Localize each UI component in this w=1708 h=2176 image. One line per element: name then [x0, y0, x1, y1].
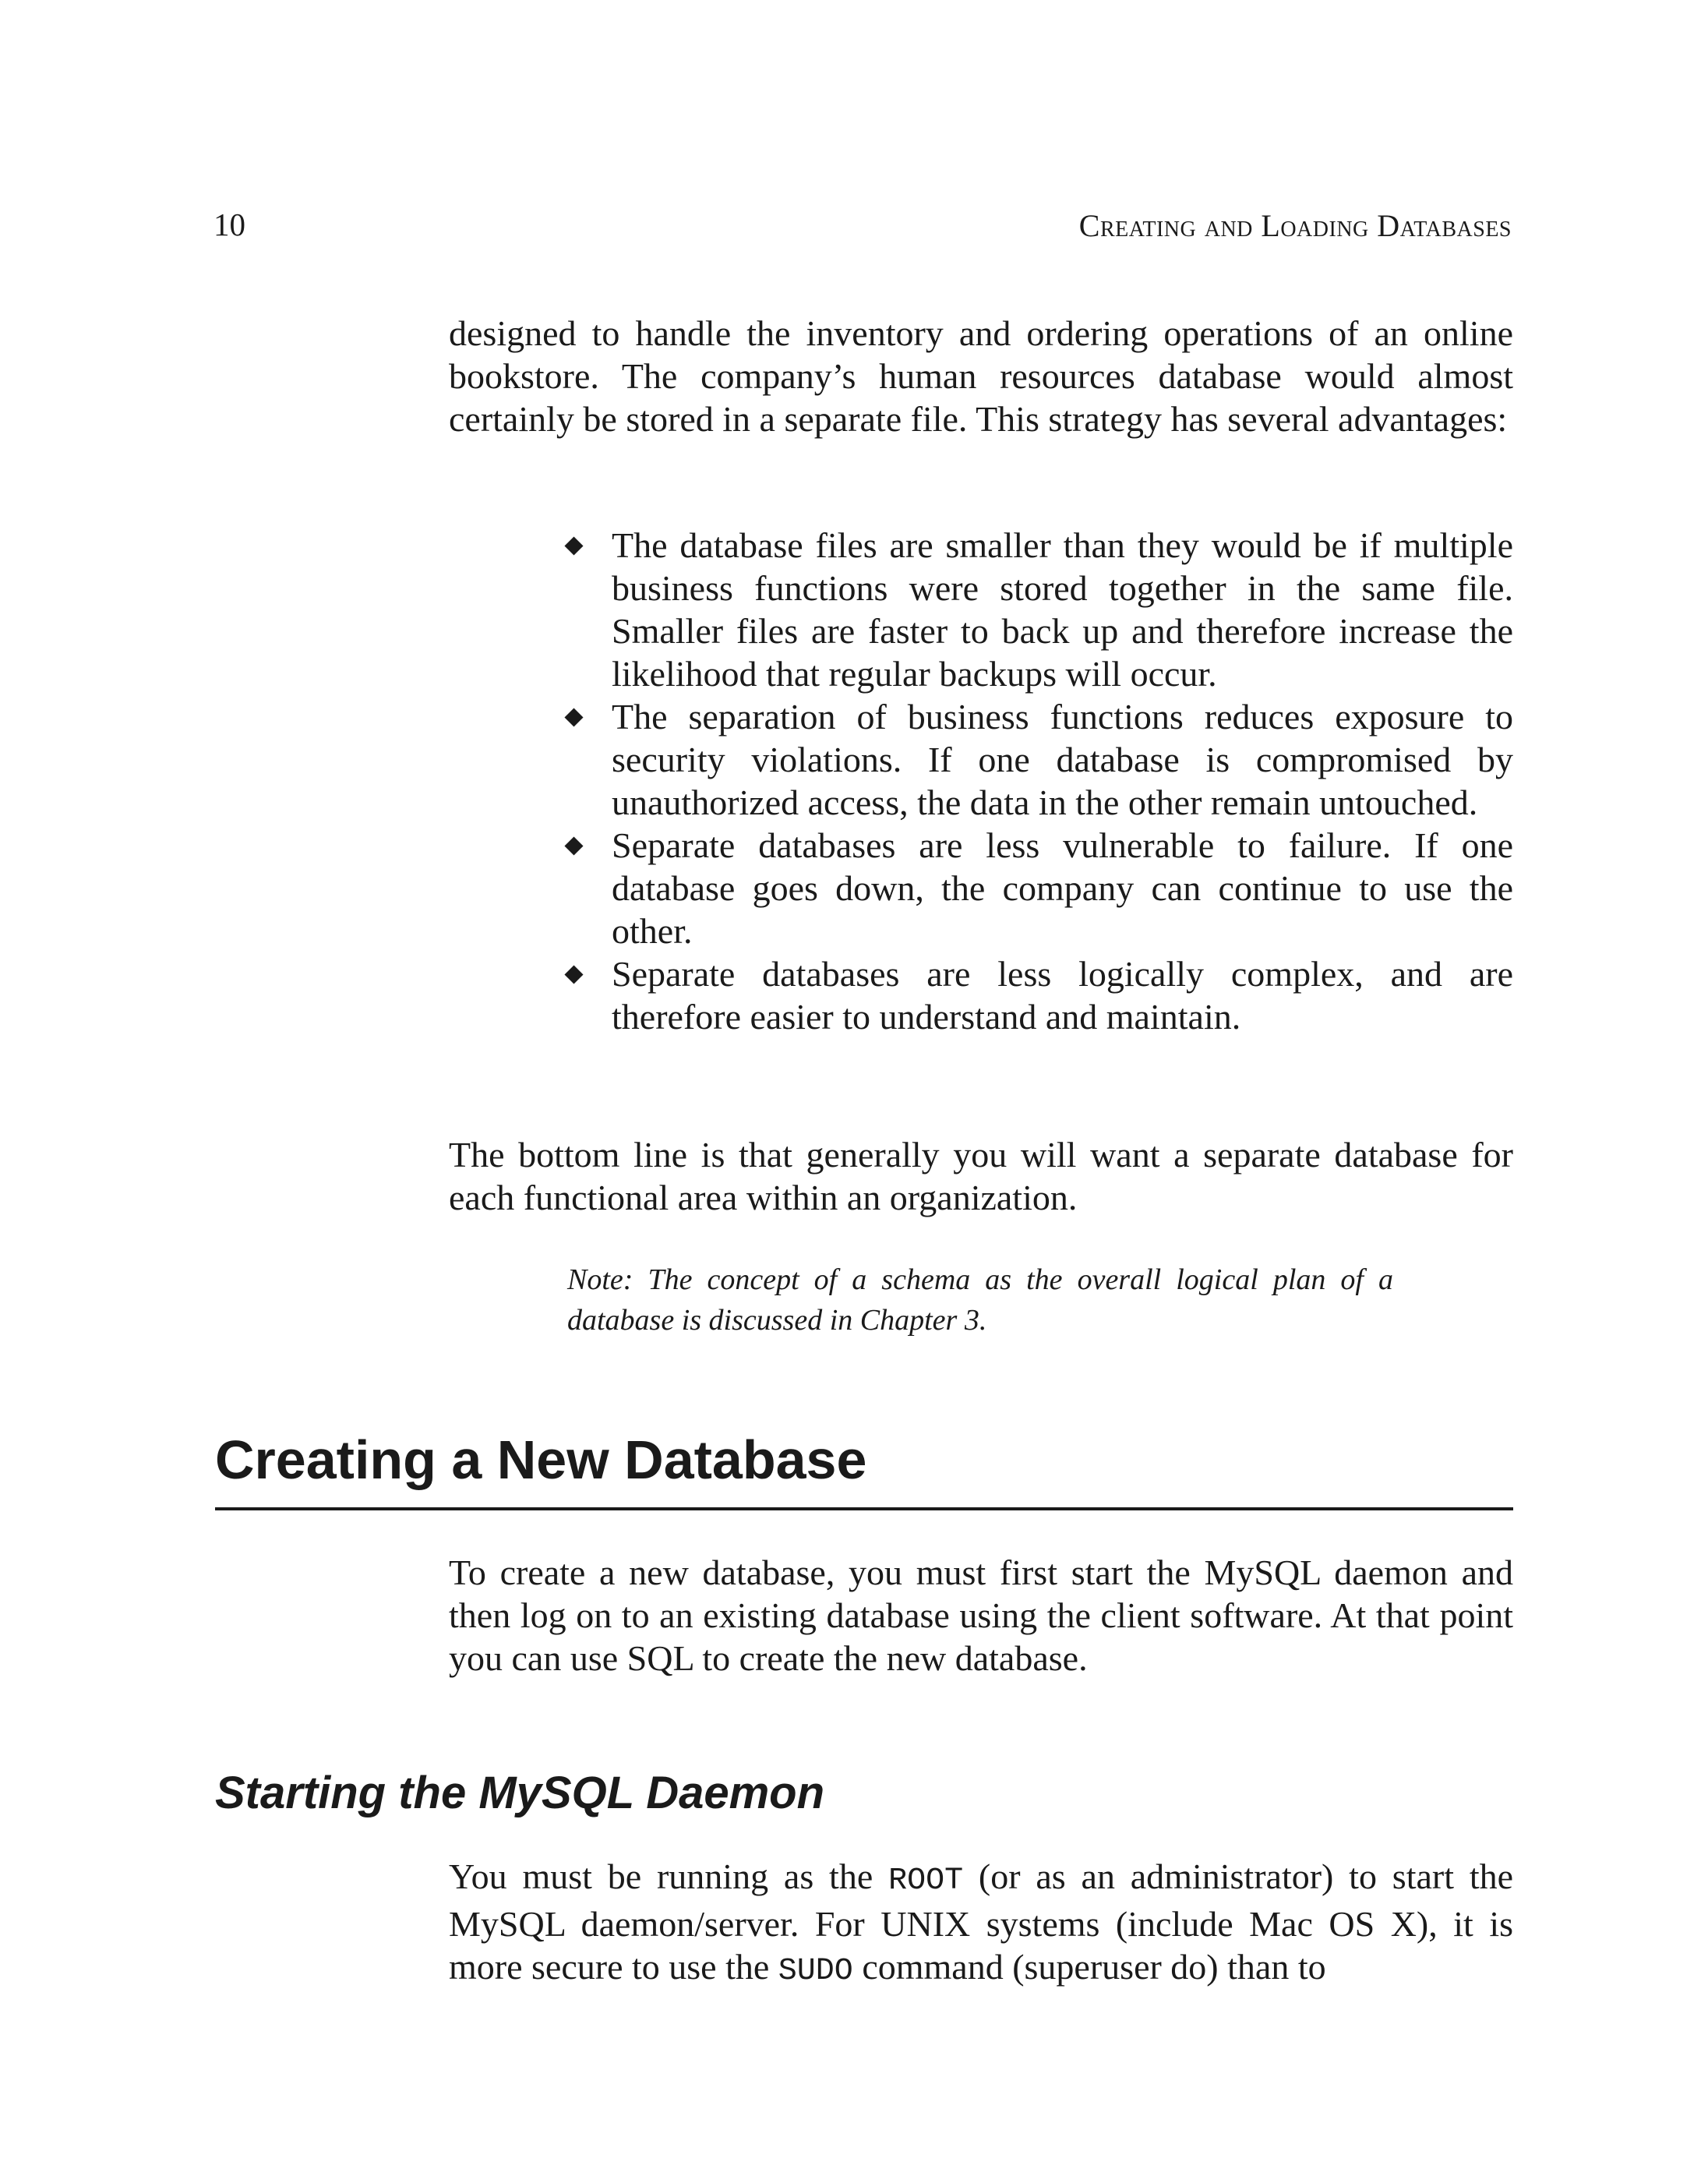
conclusion-paragraph: The bottom line is that generally you will want a separate database for each functional area within an organization.	[449, 1135, 1513, 1217]
subsection-text-3: command (superuser do) than to	[852, 1947, 1326, 1987]
advantages-list	[567, 524, 1513, 1038]
page-number: 10	[214, 207, 245, 242]
list-item-text: The separation of business functions reduces exposure to security violations. If one database is compromised by unauthorized access, the data in the other remain untouched.	[612, 697, 1513, 822]
code-root: ROOT	[888, 1863, 964, 1899]
heading-rule	[215, 1507, 1513, 1510]
diamond-bullet-icon	[564, 965, 583, 984]
subsection-paragraph	[449, 1855, 1513, 1993]
list-item	[567, 524, 1513, 695]
subsection-text-2: (or as an administrator) to start the MySQL daemon/server. For UNIX systems (include Mac OS X), it is more secure to use the	[449, 1856, 1514, 1987]
diamond-bullet-icon	[564, 836, 583, 855]
list-item	[567, 824, 1513, 952]
running-header: Creating and Loading Databases	[1078, 208, 1512, 243]
list-item-text: Separate databases are less logically complex, and are therefore easier to understand and maintain.	[612, 954, 1513, 1037]
list-item	[567, 952, 1513, 1038]
list-item-text: Separate databases are less vulnerable to failure. If one database goes down, the company can continue to use the other.	[612, 825, 1513, 951]
code-sudo: SUDO	[778, 1954, 853, 1989]
section-heading: Creating a New Database	[215, 1429, 867, 1490]
note: Note: The concept of a schema as the overall logical plan of a database is discussed in Chapter 3.	[567, 1263, 1393, 1337]
list-item	[567, 695, 1513, 824]
list-item-text: The database files are smaller than they would be if multiple business functions were stored together in the same file. Smaller files are faster to back up and therefore increase the likelihood that regular backups will occur.	[612, 525, 1513, 694]
diamond-bullet-icon	[564, 536, 583, 555]
diamond-bullet-icon	[564, 708, 583, 726]
subsection-text-1: You must be running as the	[449, 1856, 889, 1896]
subsection-heading: Starting the MySQL Daemon	[215, 1768, 825, 1818]
section-paragraph: To create a new database, you must first start the MySQL daemon and then log on to an existing database using the client software. At that point you can use SQL to create the new database.	[449, 1553, 1513, 1678]
intro-paragraph: designed to handle the inventory and ordering operations of an online bookstore. The company’s human resources database would almost certainly be stored in a separate file. This strategy has several advantages:	[449, 313, 1513, 439]
